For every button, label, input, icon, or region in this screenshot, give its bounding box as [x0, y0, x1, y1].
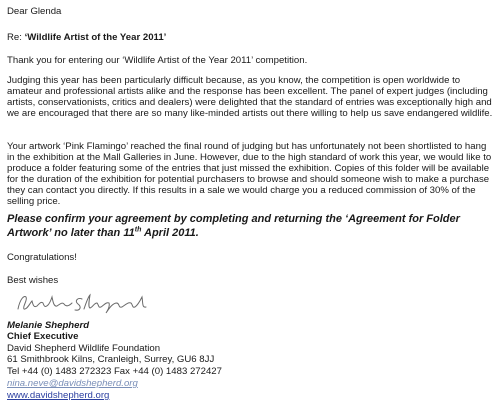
email-link[interactable]: nina.neve@davidshepherd.org	[7, 378, 138, 389]
paragraph-artwork: Your artwork ‘Pink Flamingo’ reached the final round of judging but has unfortunately not been shortlisted to hang in the exhibition at the Mall Galleries in June. However, due to the high standard of work this year, we would like to produce a folder featuring some of the entries that just missed the exhibition. Copies of this folder will be available for the duration of the exhibition for potential purchasers to browse and should someone wish to make a purchase they can contact you directly. If this results in a sale we would charge you a reduced commission of 30% of the selling price.	[7, 141, 492, 207]
website-link[interactable]: www.davidshepherd.org	[7, 390, 110, 401]
salutation: Dear Glenda	[7, 6, 62, 17]
thanks-line: Thank you for entering our ‘Wildlife Artist of the Year 2011’ competition.	[7, 55, 308, 66]
signatory-name: Melanie Shepherd	[7, 320, 90, 331]
confirm-paragraph	[7, 212, 493, 240]
congratulations: Congratulations!	[7, 252, 77, 263]
subject-prefix: Re:	[7, 32, 25, 43]
confirm-ordinal: th	[134, 226, 142, 234]
handwritten-signature	[14, 291, 164, 315]
organisation-name: David Shepherd Wildlife Foundation	[7, 343, 161, 354]
confirm-text: Please confirm your agreement by completing and returning the ‘Agreement for Folder Artwork’ no later than 11	[7, 213, 460, 239]
contact-phone-fax: Tel +44 (0) 1483 272323 Fax +44 (0) 1483 272427	[7, 366, 222, 377]
signatory-title: Chief Executive	[7, 331, 79, 342]
confirm-date-end: April 2011.	[141, 227, 199, 239]
subject-title: ‘Wildlife Artist of the Year 2011’	[24, 32, 167, 43]
subject-line	[7, 32, 166, 43]
paragraph-judging: Judging this year has been particularly difficult because, as you know, the competition is open worldwide to amateur and professional artists alike and the response has been excellent. The panel of expert judges (including artists, conservationists, critics and dealers) were delighted that the standard of entries was exceptionally high and we are encouraged that there are so many like-minded artists out there willing to help us save endangered wildlife.	[7, 75, 493, 119]
closing: Best wishes	[7, 275, 59, 286]
organisation-address: 61 Smithbrook Kilns, Cranleigh, Surrey, GU6 8JJ	[7, 354, 215, 365]
